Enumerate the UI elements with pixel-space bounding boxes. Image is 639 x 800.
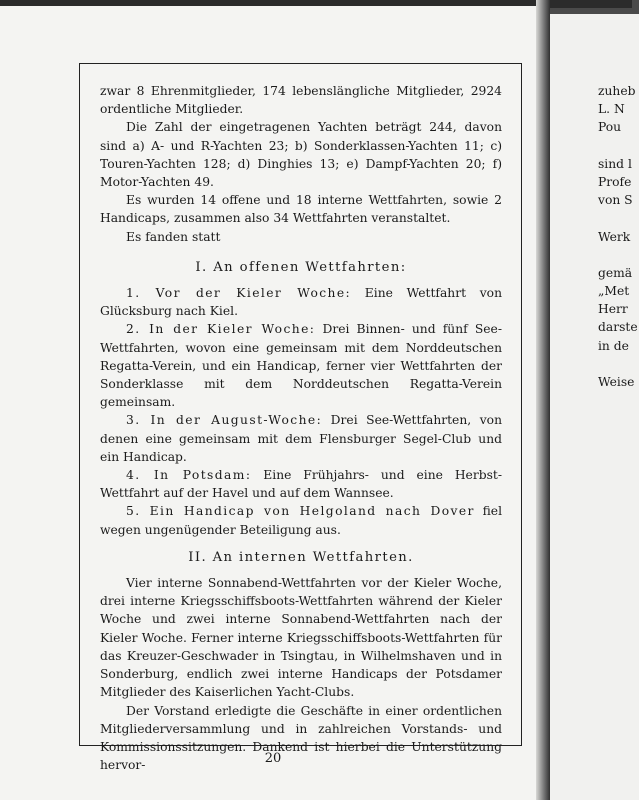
- list-item: [100, 502, 502, 538]
- text-fragment: Herr: [598, 302, 628, 317]
- text-fragment: [598, 137, 638, 155]
- list-item-text: Eine Wettfahrt von Glücksburg nach Kiel.: [100, 286, 502, 319]
- text-fragment: L. N: [598, 102, 625, 117]
- list-item-text: Drei Binnen- und fünf See-Wettfahrten, wovon eine gemeinsam mit dem Norddeutschen Regatta-Verein, und ein Handicap, ferner vier Wettfahrten der Sonderklasse mit dem Norddeutschen Regatta-Verein gemeinsam.: [100, 322, 502, 410]
- list-item-text: fiel wegen ungenügender Beteiligung aus.: [100, 504, 502, 537]
- book-gutter: [536, 0, 550, 800]
- section-heading: II. An internen Wettfahrten.: [188, 549, 414, 565]
- text-fragment: [598, 209, 638, 227]
- paragraph: Es wurden 14 offene und 18 interne Wettfahrten, sowie 2 Handicaps, zusammen also 34 Wettfahrten veranstaltet.: [100, 193, 502, 226]
- list-item: [100, 466, 502, 502]
- text-fragment: Pou: [598, 120, 622, 135]
- section-heading: I. An offenen Wettfahrten:: [195, 259, 407, 275]
- text-fragment: gemä: [598, 265, 633, 280]
- page-text: [100, 82, 502, 774]
- text-fragment: „Met: [598, 284, 630, 299]
- text-fragment: sind l: [598, 156, 632, 171]
- list-item-lead: 1. Vor der Kieler Woche:: [126, 286, 352, 301]
- text-fragment: in de: [598, 338, 629, 353]
- paragraph: Vier interne Sonnabend-Wettfahrten vor der Kieler Woche, drei interne Kriegsschiffsboots-Wettfahrten während der Kieler Woche und zwei interne Sonnabend-Wettfahrten nach der Kieler Woche. Ferner interne Kriegsschiffsboots-Wettfahrten für das Kreuzer-Geschwader in Tsingtau, in Wilhelmshaven und in Sonderburg, endlich zwei interne Handicaps der Potsdamer Mitglieder des Kaiserlichen Yacht-Clubs.: [100, 576, 502, 700]
- paragraph: Der Vorstand erledigte die Geschäfte in einer ordentlichen Mitgliederversammlung und in zahlreichen Vorstands- und Kommissionssitzungen. Dankend ist hierbei die Unterstützung hervor-: [100, 703, 502, 773]
- text-fragment: zuheb: [598, 84, 636, 98]
- text-fragment: darste: [598, 320, 638, 335]
- list-item-lead: 2. In der Kieler Woche:: [126, 322, 316, 337]
- page-number: 20: [264, 751, 282, 766]
- list-item-text: Drei See-Wettfahrten, von denen eine gemeinsam mit dem Flensburger Segel-Club und ein Handicap.: [100, 413, 502, 464]
- paragraph: zwar 8 Ehrenmitglieder, 174 lebenslängliche Mitglieder, 2924 ordentliche Mitglieder.: [100, 84, 502, 117]
- paragraph: Die Zahl der eingetragenen Yachten beträgt 244, davon sind a) A- und R-Yachten 23; b) Sonderklassen-Yachten 11; c) Touren-Yachten 128; d) Dinghies 13; e) Dampf-Yachten 20; f) Motor-Yachten 49.: [100, 120, 502, 190]
- list-item: [100, 320, 502, 411]
- list-item-lead: 4. In Potsdam:: [126, 468, 252, 483]
- text-fragment: Weise: [598, 375, 635, 389]
- paragraph: Es fanden statt: [126, 229, 221, 244]
- text-fragment: Werk: [598, 229, 631, 244]
- list-item-text: Eine Frühjahrs- und eine Herbst-Wettfahrt auf der Havel und auf dem Wannsee.: [100, 468, 502, 501]
- right-page-text: [598, 82, 638, 391]
- text-fragment: [598, 355, 638, 373]
- list-item-lead: 3. In der August-Woche:: [126, 413, 323, 428]
- text-fragment: Profe: [598, 174, 632, 189]
- list-item-lead: 5. Ein Handicap von Helgoland nach Dover: [126, 504, 475, 519]
- list-item: [100, 411, 502, 466]
- text-fragment: [598, 246, 638, 264]
- list-item: [100, 284, 502, 320]
- text-fragment: von S: [598, 193, 633, 208]
